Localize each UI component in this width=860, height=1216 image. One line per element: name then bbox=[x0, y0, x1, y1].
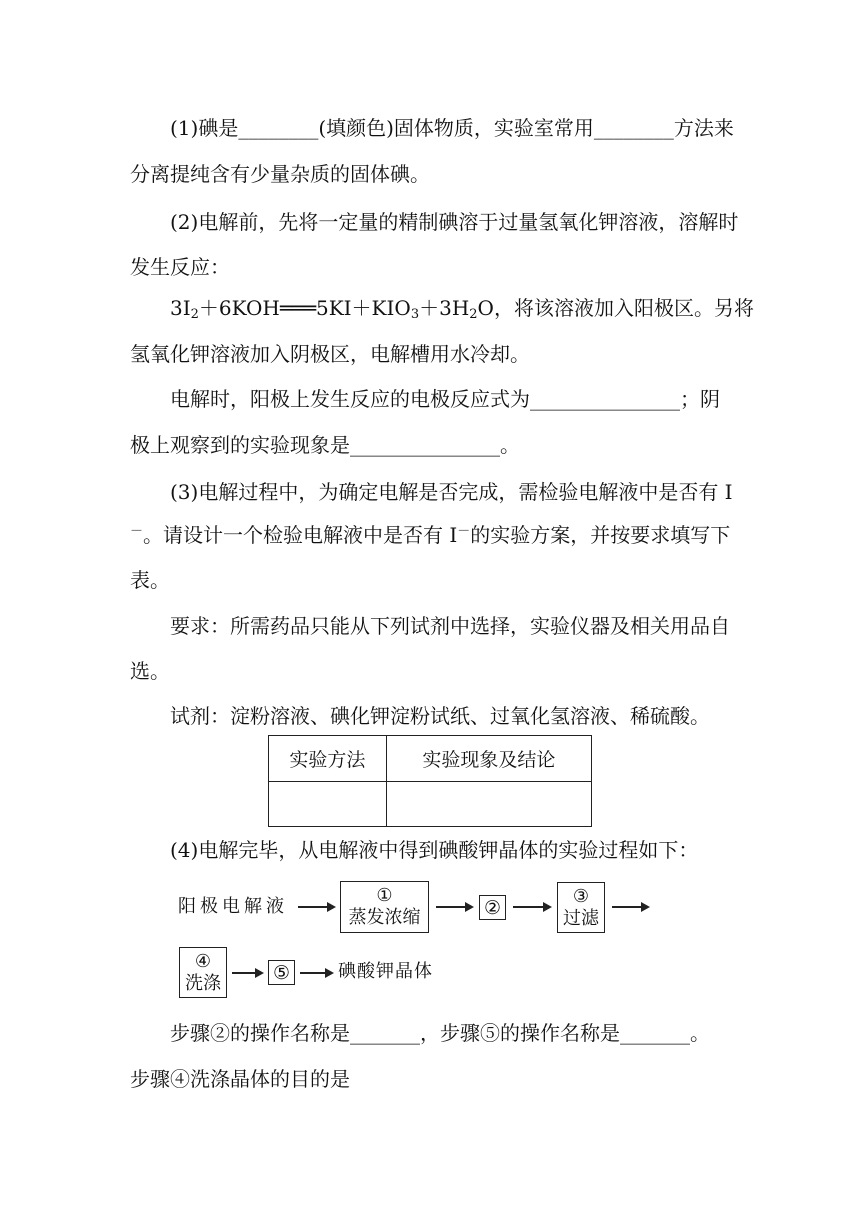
question-2-line-2: 发生反应： bbox=[130, 255, 230, 279]
flow-step-4 bbox=[179, 947, 227, 998]
question-4-line-3: 步骤④洗涤晶体的目的是 bbox=[130, 1067, 350, 1091]
flow-arrow-4 bbox=[612, 906, 648, 908]
question-3-line-1: (3)电解过程中，为确定电解是否完成，需检验电解液中是否有 I bbox=[170, 480, 733, 504]
flow-step-4-number: ④ bbox=[194, 950, 212, 972]
table-cell-result bbox=[386, 782, 591, 827]
flow-step-1 bbox=[340, 881, 429, 933]
question-3-line-3: 表。 bbox=[130, 568, 170, 592]
question-2-line-6: 极上观察到的实验现象是_______________。 bbox=[130, 433, 520, 457]
flow-step-2 bbox=[479, 895, 506, 920]
flow-arrow-5 bbox=[232, 972, 262, 974]
flow-step-2-number: ② bbox=[483, 896, 502, 919]
question-1-line-1: (1)碘是________(填颜色)固体物质，实验室常用________方法来 bbox=[170, 116, 734, 140]
flow-step-1-number: ① bbox=[376, 885, 393, 906]
flow-arrow-3 bbox=[513, 906, 550, 908]
question-2-line-1: (2)电解前，先将一定量的精制碘溶于过量氢氧化钾溶液，溶解时 bbox=[170, 210, 739, 234]
flow-step-5-number: ⑤ bbox=[272, 961, 291, 984]
flow-start-label: 阳极电解液 bbox=[178, 896, 288, 917]
question-4-line-2: 步骤②的操作名称是_______，步骤⑤的操作名称是_______。 bbox=[170, 1021, 710, 1045]
flow-step-1-label: 蒸发浓缩 bbox=[348, 907, 421, 928]
table-cell-method bbox=[269, 782, 387, 827]
flow-step-3-number: ③ bbox=[572, 885, 590, 907]
requirement-line-2: 选。 bbox=[130, 659, 170, 683]
question-2-line-4: 氢氧化钾溶液加入阴极区，电解槽用水冷却。 bbox=[130, 342, 530, 366]
requirement-line-1: 要求：所需药品只能从下列试剂中选择，实验仪器及相关用品自 bbox=[170, 614, 730, 638]
experiment-table bbox=[268, 735, 592, 827]
question-2-line-5: 电解时，阳极上发生反应的电极反应式为_______________；阴 bbox=[170, 387, 720, 411]
question-3-line-2: －。请设计一个检验电解液中是否有 I－的实验方案，并按要求填写下 bbox=[130, 523, 731, 547]
question-1-line-2: 分离提纯含有少量杂质的固体碘。 bbox=[130, 162, 430, 186]
flow-step-3 bbox=[557, 882, 605, 933]
flow-step-4-label: 洗涤 bbox=[185, 972, 221, 994]
flow-step-3-label: 过滤 bbox=[563, 907, 599, 929]
flow-arrow-6 bbox=[300, 972, 332, 974]
flow-arrow-1 bbox=[298, 906, 334, 908]
reaction-equation: $3I_2+6KOH═══5KI+KIO_3+3H_2O$，将该溶液加入阳极区。另将 bbox=[170, 296, 754, 322]
flow-step-5 bbox=[268, 960, 295, 985]
table-header-method: 实验方法 bbox=[269, 736, 387, 782]
reagents-line: 试剂：淀粉溶液、碘化钾淀粉试纸、过氧化氢溶液、稀硫酸。 bbox=[170, 704, 710, 728]
flow-end-label: 碘酸钾晶体 bbox=[338, 961, 433, 982]
table-header-result: 实验现象及结论 bbox=[386, 736, 591, 782]
flow-arrow-2 bbox=[436, 906, 472, 908]
question-4-line-1: (4)电解完毕，从电解液中得到碘酸钾晶体的实验过程如下： bbox=[170, 838, 699, 862]
